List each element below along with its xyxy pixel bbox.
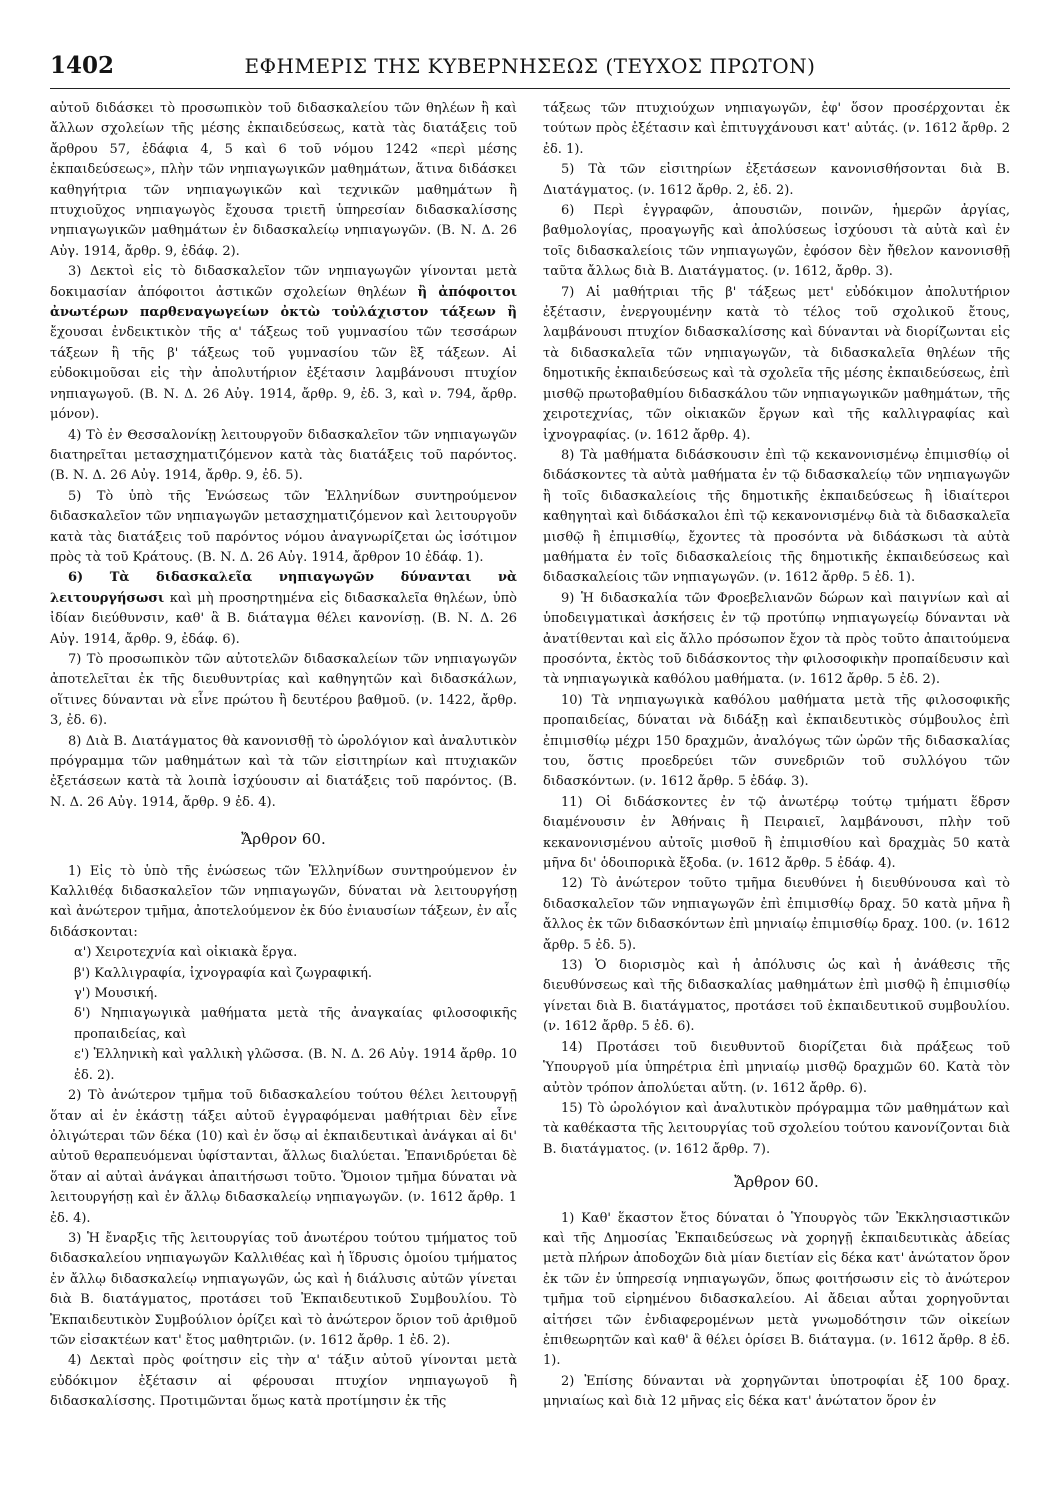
paragraph: 2) Τὸ ἀνώτερον τμῆμα τοῦ διδασκαλείου τούτου θέλει λειτουργῇ ὅταν αἱ ἐν ἑκάστῃ τάξει αὐτοῦ ἐγγραφόμεναι μαθήτριαι δὲν εἶνε ὀλιγώτεραι τῶν δέκα (10) καὶ ἐν ὅσῳ αἱ ἐκπαιδευτικαὶ ἀνάγκαι αἱ δι' αὐτοῦ θεραπευόμεναι ὑφίστανται, ἄλλως διαλύεται. Ἐπανιδρύεται δὲ ὅταν αἱ αὐταὶ ἀνάγκαι ἀπαιτήσωσι τοῦτο. Ὅμοιον τμῆμα δύναται νὰ λειτουργήσῃ καὶ ἐν ἄλλῳ διδασκαλείῳ νηπιαγωγῶν. (ν. 1612 ἄρθρ. 1 ἐδ. 4). [50,1088,517,1226]
paragraph [50,262,517,425]
text-run: ἔχουσαι ἐνδεικτικὸν τῆς α' τάξεως τοῦ γυμνασίου τῶν τεσσάρων τάξεων ἢ τῆς β' τάξεως τοῦ γυμνασίου τῶν ἓξ τάξεων. Αἱ εὐδοκιμοῦσαι εἰς τὴν ἀπολυτήριον ἐξέτασιν λαμβάνουσι πτυχίον νηπιαγωγοῦ. (Β. Ν. Δ. 26 Αὐγ. 1914, ἄρθρ. 9, ἐδ. 3, καὶ ν. 794, ἄρθρ. μόνον). [50,325,517,423]
bold-text-run: 6) Τὰ διδασκαλεῖα νηπιαγωγῶν δύνανται νὰ λειτουργήσωσι [50,570,517,606]
paragraph: 4) Δεκταὶ πρὸς φοίτησιν εἰς τὴν α' τάξιν αὐτοῦ γίνονται μετὰ εὐδόκιμον ἐξέτασιν αἱ φέρουσαι πτυχίον νηπιαγωγοῦ ἢ διδασκαλίσσης. Προτιμῶνται ὅμως κατὰ προτίμησιν ἐκ τῆς [50,1353,517,1410]
paragraph: 8) Διὰ Β. Διατάγματος θὰ κανονισθῇ τὸ ὡρολόγιον καὶ ἀναλυτικὸν πρόγραμμα τῶν μαθημάτων καὶ τὰ τῶν εἰσιτηρίων καὶ πτυχιακῶν ἐξετάσεων κατὰ τὰ λοιπὰ ἰσχύουσιν αἱ διατάξεις τοῦ παρόντος. (Β. Ν. Δ. 26 Αὐγ. 1914, ἄρθρ. 9 ἐδ. 4). [50,733,517,810]
paragraph: 4) Τὸ ἐν Θεσσαλονίκῃ λειτουργοῦν διδασκαλεῖον τῶν νηπιαγωγῶν διατηρεῖται μετασχηματιζόμενον κατὰ τὰς διατάξεις τοῦ παρόντος. (Β. Ν. Δ. 26 Αὐγ. 1914, ἄρθρ. 9, ἐδ. 5). [50,427,517,484]
paragraph: αὐτοῦ διδάσκει τὸ προσωπικὸν τοῦ διδασκαλείου τῶν θηλέων ἢ καὶ ἄλλων σχολείων τῆς μέσης ἐκπαιδεύσεως, κατὰ τὰς διατάξεις τοῦ ἄρθρου 57, ἐδάφια 4, 5 καὶ 6 τοῦ νόμου 1242 «περὶ μέσης ἐκπαιδεύσεως», πλὴν τῶν νηπιαγωγικῶν μαθημάτων, ἅτινα διδάσκει καθηγήτρια τῶν νηπιαγωγικῶν καὶ τεχνικῶν μαθημάτων ἢ πτυχιοῦχος νηπιαγωγὸς ἔχουσα τριετῆ ὑπηρεσίαν διδασκαλίσσης νηπιαγωγικῶν μαθημάτων ἐν διδασκαλείῳ νηπιαγωγῶν. (Β. Ν. Δ. 26 Αὐγ. 1914, ἄρθρ. 9, ἐδάφ. 2). [50,101,517,259]
text-run: καὶ μὴ προσηρτημένα εἰς διδασκαλεῖα θηλέων, ὑπὸ ἰδίαν διεύθυνσιν, καθ' ἃ Β. διάταγμα θέλει κανονίσῃ. (Β. Ν. Δ. 26 Αὐγ. 1914, ἄρθρ. 9, ἐδάφ. 6). [50,590,517,647]
paragraph: 13) Ὁ διορισμὸς καὶ ἡ ἀπόλυσις ὡς καὶ ἡ ἀνάθεσις τῆς διευθύνσεως καὶ τῆς διδασκαλίας μαθημάτων ἐπὶ μισθῷ ἢ ἐπιμισθίῳ γίνεται διὰ Β. διατάγματος, προτάσει τοῦ ἐκπαιδευτικοῦ συμβουλίου. (ν. 1612 ἄρθρ. 5 ἐδ. 6). [543,958,1010,1035]
paragraph: 5) Τὰ τῶν εἰσιτηρίων ἐξετάσεων κανονισθήσονται διὰ Β. Διατάγματος. (ν. 1612 ἄρθρ. 2, ἐδ. 2). [543,162,1010,198]
paragraph: 1) Καθ' ἕκαστον ἔτος δύναται ὁ Ὑπουργὸς τῶν Ἐκκλησιαστικῶν καὶ τῆς Δημοσίας Ἐκπαιδεύσεως νὰ χορηγῇ ἐκπαιδευτικὰς ἀδείας μετὰ πλήρων ἀποδοχῶν διὰ μίαν διετίαν εἰς δέκα κατ' ἀνώτατον ὅρον ἐκ τῶν ἐν ὑπηρεσίᾳ νηπιαγωγῶν, ὅπως φοιτήσωσιν εἰς τὸ ἀνώτερον τμῆμα τοῦ εἰρημένου διδασκαλείου. Αἱ ἄδειαι αὗται χορηγοῦνται αἰτήσει τῶν ἐνδιαφερομένων μετὰ γνωμοδότησιν τῶν οἰκείων ἐπιθεωρητῶν καὶ καθ' ἃ θέλει ὁρίσει Β. διάταγμα. (ν. 1612 ἄρθρ. 8 ἐδ. 1). [543,1210,1010,1369]
left-column [50,99,517,1413]
paragraph: 11) Οἱ διδάσκοντες ἐν τῷ ἀνωτέρῳ τούτῳ τμήματι ἕδρσν διαμένουσιν ἐν Ἀθήναις ἢ Πειραιεῖ, λαμβάνουσι, πλὴν τοῦ κεκανονισμένου αὐτοῖς μισθοῦ ἢ ἐπιμισθίου καὶ δραχμὰς 50 κατὰ μῆνα δι' ὁδοιπορικὰ ἔξοδα. (ν. 1612 ἄρθρ. 5 ἐδάφ. 4). [543,794,1010,872]
paragraph: 3) Ἡ ἔναρξις τῆς λειτουργίας τοῦ ἀνωτέρου τούτου τμήματος τοῦ διδασκαλείου νηπιαγωγῶν Καλλιθέας καὶ ἡ ἵδρυσις ὁμοίου τμήματος ἐν ἄλλῳ διδασκαλείῳ νηπιαγωγῶν, ὡς καὶ ἡ διάλυσις αὐτῶν γίνεται διὰ Β. διατάγματος, προτάσει τοῦ Ἐκπαιδευτικοῦ Συμβουλίου. Τὸ Ἐκπαιδευτικὸν Συμβούλιον ὁρίζει καὶ τὸ ἀνώτερον ὅριον τοῦ ἀριθμοῦ τῶν εἰσακτέων κατ' ἔτος μαθητριῶν. (ν. 1612 ἄρθρ. 1 ἐδ. 2). [50,1230,517,1348]
paragraph: τάξεως τῶν πτυχιούχων νηπιαγωγῶν, ἐφ' ὅσον προσέρχονται ἐκ τούτων πρὸς ἐξέτασιν καὶ ἐπιτυγχάνουσι κατ' αὐτάς. (ν. 1612 ἄρθρ. 2 ἐδ. 1). [543,101,1010,157]
paragraph: 14) Προτάσει τοῦ διευθυντοῦ διορίζεται διὰ πράξεως τοῦ Ὑπουργοῦ μία ὑπηρέτρια ἐπὶ μηνιαίῳ μισθῷ δραχμῶν 60. Κατὰ τὸν αὐτὸν τρόπον ἀπολύεται αὕτη. (ν. 1612 ἄρθρ. 6). [543,1039,1010,1096]
paragraph: 10) Τὰ νηπιαγωγικὰ καθόλου μαθήματα μετὰ τῆς φιλοσοφικῆς προπαιδείας, δύναται νὰ διδάξῃ καὶ ἐκπαιδευτικὸς σύμβουλος ἐπὶ ἐπιμισθίῳ μέχρι 150 δραχμῶν, ἀναλόγως τῶν ὡρῶν τῆς διδασκαλίας του, ὅστις προεδρεύει τῶν συνεδριῶν τοῦ συλλόγου τῶν διδασκόντων. (ν. 1612 ἄρθρ. 5 ἐδάφ. 3). [543,692,1010,790]
list-item: β') Καλλιγραφία, ἰχνογραφία καὶ ζωγραφική. [74,965,373,981]
paragraph: 12) Τὸ ἀνώτερον τοῦτο τμῆμα διευθύνει ἡ διευθύνουσα καὶ τὸ διδασκαλεῖον τῶν νηπιαγωγῶν ἐπὶ ἐπιμισθίῳ δραχ. 50 κατὰ μῆνα ἢ ἄλλος ἐκ τῶν διδασκόντων ἐπὶ μηνιαίῳ ἐπιμισθίῳ δραχ. 100. (ν. 1612 ἄρθρ. 5 ἐδ. 5). [543,876,1010,953]
list-item: γ') Μουσική. [74,986,158,1002]
paragraph: 8) Τὰ μαθήματα διδάσκουσιν ἐπὶ τῷ κεκανονισμένῳ ἐπιμισθίῳ οἱ διδάσκοντες τὰ αὐτὰ μαθήματα ἐν τῷ διδασκαλείῳ τῶν νηπιαγωγῶν ἢ τοῖς διδασκαλείοις τῆς δημοτικῆς ἐκπαιδεύσεως ἢ ἰδιαίτεροι καθηγηταὶ καὶ διδάσκαλοι ἐπὶ τῷ κεκανονισμένῳ διὰ τὰ διδασκαλεῖα μισθῷ ἢ ἐπιμισθίῳ, ἔχοντες τὰ προσόντα νὰ διδάσκωσι τὰ αὐτὰ μαθήματα ἐν τοῖς διδασκαλείοις τῆς δημοτικῆς ἐκπαιδεύσεως καὶ διδασκαλείοις τῶν νηπιαγωγῶν. (ν. 1612 ἄρθρ. 5 ἐδ. 1). [543,447,1010,586]
page-number: 1402 [50,52,115,79]
right-column [543,99,1010,1413]
list-item: α') Χειροτεχνία καὶ οἰκιακὰ ἔργα. [74,945,298,961]
paragraph: 9) Ἡ διδασκαλία τῶν Φροεβελιανῶν δώρων καὶ παιγνίων καὶ αἱ ὑποδειγματικαὶ ἀσκήσεις ἐν τῷ προτύπῳ νηπιαγωγείῳ δύνανται νὰ ἀνατίθενται καὶ εἰς ἄλλο πρόσωπον ἔχον τὰ πρὸς τοῦτο ἀπαιτούμενα προσόντα, ἐκτὸς τοῦ διδάσκοντος τὴν φιλοσοφικὴν προπαίδευσιν καὶ τὰ νηπιαγωγικὰ καθόλου μαθήματα. (ν. 1612 ἄρθρ. 5 ἐδ. 2). [543,590,1010,688]
paragraph: 1) Εἰς τὸ ὑπὸ τῆς ἑνώσεως τῶν Ἑλληνίδων συντηρούμενον ἐν Καλλιθέᾳ διδασκαλεῖον τῶν νηπιαγωγῶν, δύναται νὰ λειτουργήσῃ καὶ ἀνώτερον τμῆμα, ἀποτελούμενον ἐκ δύο ἐνιαυσίων τάξεων, ἐν αἷς διδάσκονται: [50,863,517,940]
paragraph: 15) Τὸ ὡρολόγιον καὶ ἀναλυτικὸν πρόγραμμα τῶν μαθημάτων καὶ τὰ καθέκαστα τῆς λειτουργίας τοῦ σχολείου τούτου κανονίζονται διὰ Β. διατάγματος. (ν. 1612 ἄρθρ. 7). [543,1100,1010,1157]
article-heading: Ἄρθρον 60. [734,1173,819,1192]
page-header [50,48,1010,89]
paragraph: 7) Τὸ προσωπικὸν τῶν αὐτοτελῶν διδασκαλείων τῶν νηπιαγωγῶν ἀποτελεῖται ἐκ τῆς διευθυντρίας καὶ καθηγητῶν καὶ διδασκάλων, οἵτινες δύνανται νὰ εἶνε πρώτου ἢ δευτέρου βαθμοῦ. (ν. 1422, ἄρθρ. 3, ἐδ. 6). [50,651,517,729]
article-heading: Ἄρθρον 60. [241,830,326,849]
paragraph: 7) Αἱ μαθήτριαι τῆς β' τάξεως μετ' εὐδόκιμον ἀπολυτήριον ἐξέτασιν, ἐνεργουμένην κατὰ τὸ τέλος τοῦ σχολικοῦ ἔτους, λαμβάνουσι πτυχίον διδασκαλίσσης καὶ δύνανται νὰ διορίζωνται εἰς τὰ διδασκαλεῖα τῶν νηπιαγωγῶν, τὰ διδασκαλεῖα θηλέων τῆς δημοτικῆς ἐκπαιδεύσεως καὶ τὰ σχολεῖα τῆς μέσης ἐκπαιδεύσεως, ἐπὶ μισθῷ πρωτοβαθμίου διδασκάλου τῶν νηπιαγωγικῶν μαθημάτων, τῆς χειροτεχνίας, τῶν οἰκιακῶν ἔργων καὶ τῆς καλλιγραφίας καὶ ἰχνογραφίας. (ν. 1612 ἄρθρ. 4). [543,284,1010,443]
paragraph: 5) Τὸ ὑπὸ τῆς Ἑνώσεως τῶν Ἑλληνίδων συντηρούμενον διδασκαλεῖον τῶν νηπιαγωγῶν μετασχηματιζόμενον καὶ λειτουργοῦν κατὰ τὰς διατάξεις τοῦ παρόντος νόμου ἀναγνωρίζεται ὡς ἰσότιμον πρὸς τὰ τοῦ Κράτους. (Β. Ν. Δ. 26 Αὐγ. 1914, ἄρθρον 10 ἐδάφ. 1). [50,488,517,565]
list-item: ε') Ἑλληνικὴ καὶ γαλλικὴ γλῶσσα. (Β. Ν. Δ. 26 Αὐγ. 1914 ἄρθρ. 10 ἐδ. 2). [74,1047,517,1083]
list-item: δ') Νηπιαγωγικὰ μαθήματα μετὰ τῆς ἀναγκαίας φιλοσοφικῆς προπαιδείας, καὶ [74,1006,517,1042]
text-columns [50,99,1010,1413]
paragraph [50,568,517,650]
bold-text-run: ἢ ἀπόφοιτοι ἀνωτέρων παρθεναγωγείων ὀκτὼ τοὐλάχιστον τάξεων ἢ [50,284,517,321]
paragraph: 2) Ἐπίσης δύνανται νὰ χορηγῶνται ὑποτροφίαι ἐξ 100 δραχ. μηνιαίως καὶ διὰ 12 μῆνας εἰς δέκα κατ' ἀνώτατον ὅρον ἐν [543,1373,1010,1410]
journal-title: ΕΦΗΜΕΡΙΣ ΤΗΣ ΚΥΒΕΡΝΗΣΕΩΣ (ΤΕΥΧΟΣ ΠΡΩΤΟΝ) [244,54,816,78]
paragraph: 6) Περὶ ἐγγραφῶν, ἀπουσιῶν, ποινῶν, ἡμερῶν ἀργίας, βαθμολογίας, προαγωγῆς καὶ ἀπολύσεως ἰσχύουσι τὰ αὐτὰ καὶ ἐν τοῖς διδασκαλείοις τῶν νηπιαγωγῶν, ἐφόσον δὲν ἤθελον κανονισθῇ ταῦτα ἄλλως διὰ Β. Διατάγματος. (ν. 1612, ἄρθρ. 3). [543,203,1010,280]
text-run: 3) Δεκτοὶ εἰς τὸ διδασκαλεῖον τῶν νηπιαγωγῶν γίνονται μετὰ δοκιμασίαν ἀπόφοιτοι ἀστικῶν σχολείων θηλέων [50,264,517,300]
